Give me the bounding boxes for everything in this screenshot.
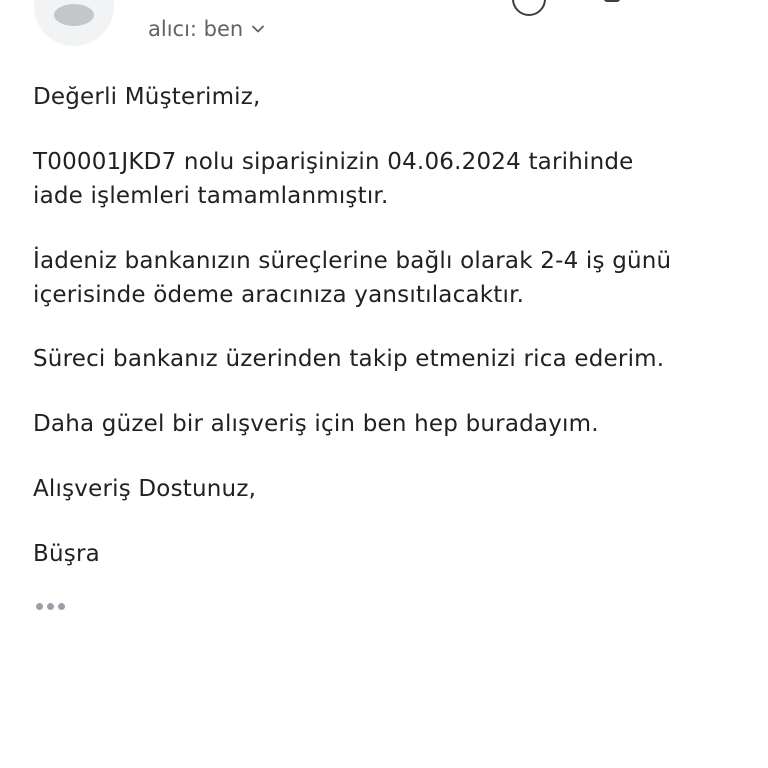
person-avatar-icon [54, 4, 94, 26]
more-dot [58, 603, 65, 610]
paragraph-1-line-1: T00001JKD7 nolu siparişinizin 04.06.2024 tarihinde [33, 149, 634, 175]
more-dot [36, 603, 43, 610]
circle-icon[interactable] [512, 0, 546, 16]
paragraph-1-line-2: iade işlemleri tamamlanmıştır. [33, 183, 389, 209]
sender-avatar[interactable] [34, 0, 114, 46]
top-action-indicator [604, 0, 620, 2]
chevron-down-icon [251, 22, 265, 36]
more-horizontal-icon[interactable] [36, 600, 70, 612]
more-dot [47, 603, 54, 610]
paragraph-2-line-2: içerisinde ödeme aracınıza yansıtılacaktır. [33, 282, 525, 308]
paragraph-4-text: Daha güzel bir alışveriş için ben hep buradayım. [33, 411, 599, 437]
recipient-dropdown[interactable] [148, 16, 265, 42]
closing-text: Alışveriş Dostunuz, [33, 476, 257, 502]
paragraph-3-text: Süreci bankanız üzerinden takip etmenizi rica ederim. [33, 346, 665, 372]
signature-text: Büşra [33, 541, 100, 567]
recipient-label: alıcı: ben [148, 17, 244, 41]
paragraph-2-line-1: İadeniz bankanızın süreçlerine bağlı olarak 2-4 iş günü [33, 248, 672, 274]
greeting-text: Değerli Müşterimiz, [33, 84, 261, 110]
